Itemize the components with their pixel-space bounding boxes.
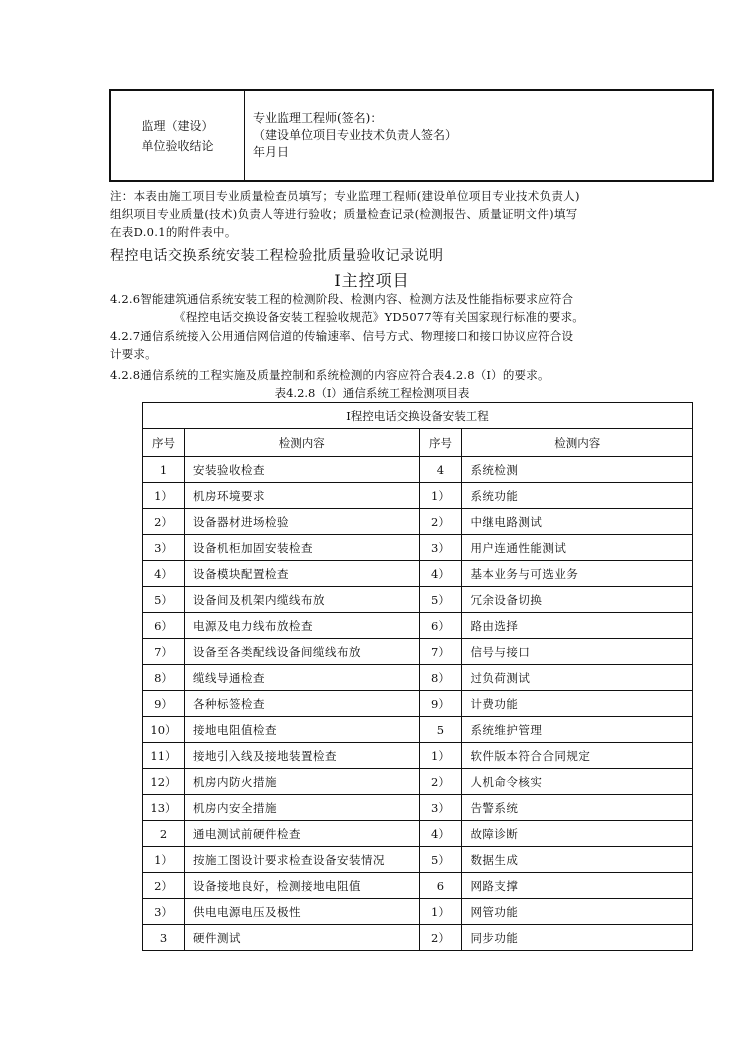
row-content-left: 设备器材进场检验: [184, 509, 419, 535]
column-header-content: 检测内容: [184, 429, 419, 457]
row-seq-left: 3）: [143, 899, 185, 925]
row-seq-left: 5）: [143, 587, 185, 613]
table-row: [143, 795, 693, 821]
note-line: 注：本表由施工项目专业质量检查员填写；专业监理工程师(建设单位项目专业技术负责人): [110, 189, 580, 203]
row-seq-left: 8）: [143, 665, 185, 691]
row-seq-left: 4）: [143, 561, 185, 587]
row-seq-right: 6: [419, 873, 462, 899]
table-body: [143, 457, 693, 951]
row-seq-left: 12）: [143, 769, 185, 795]
section-heading: Ⅰ主控项目: [334, 271, 410, 290]
column-header-content: 检测内容: [462, 429, 693, 457]
sign-off-table: [109, 89, 714, 182]
row-content-right: 冗余设备切换: [462, 587, 693, 613]
table-row: [143, 873, 693, 899]
table-caption: 表4.2.8（I）通信系统工程检测项目表: [274, 386, 470, 400]
row-content-left: 各种标签检查: [184, 691, 419, 717]
row-seq-right: 5: [419, 717, 462, 743]
paragraph-line: 4.2.7通信系统接入公用通信网信道的传输速率、信号方式、物理接口和接口协议应符合设: [110, 329, 574, 343]
row-seq-right: 3）: [419, 795, 462, 821]
note-line: 组织项目专业质量(技术)负责人等进行验收；质量检查记录(检测报告、质量证明文件)填写: [110, 207, 578, 221]
row-seq-left: 11）: [143, 743, 185, 769]
table-row: [143, 535, 693, 561]
row-seq-left: 2: [143, 821, 185, 847]
row-content-right: 过负荷测试: [462, 665, 693, 691]
row-seq-left: 2）: [143, 509, 185, 535]
row-content-right: 同步功能: [462, 925, 693, 951]
row-content-left: 接地引入线及接地装置检查: [184, 743, 419, 769]
row-seq-right: 5）: [419, 587, 462, 613]
sign-off-label-line1: 监理（建设）: [141, 118, 214, 133]
row-seq-left: 9）: [143, 691, 185, 717]
row-content-right: 人机命令核实: [462, 769, 693, 795]
table-row: [143, 665, 693, 691]
row-content-left: 按施工图设计要求检查设备安装情况: [184, 847, 419, 873]
row-content-left: 缆线导通检查: [184, 665, 419, 691]
row-content-left: 设备模块配置检查: [184, 561, 419, 587]
row-content-right: 系统维护管理: [462, 717, 693, 743]
row-content-right: 系统功能: [462, 483, 693, 509]
row-seq-right: 1）: [419, 743, 462, 769]
row-seq-right: 1）: [419, 899, 462, 925]
table-note: [110, 187, 650, 241]
row-seq-right: 7）: [419, 639, 462, 665]
row-seq-left: 3: [143, 925, 185, 951]
row-seq-right: 4）: [419, 821, 462, 847]
row-content-right: 数据生成: [462, 847, 693, 873]
row-content-left: 硬件测试: [184, 925, 419, 951]
note-line: 在表D.0.1的附件表中。: [110, 225, 237, 239]
table-row: [143, 613, 693, 639]
row-content-left: 通电测试前硬件检查: [184, 821, 419, 847]
supervisor-signature-line: 专业监理工程师(签名)：: [253, 111, 383, 125]
row-content-right: 路由选择: [462, 613, 693, 639]
row-content-right: 信号与接口: [462, 639, 693, 665]
row-seq-left: 7）: [143, 639, 185, 665]
row-seq-right: 4）: [419, 561, 462, 587]
row-content-left: 机房内防火措施: [184, 769, 419, 795]
row-content-right: 网管功能: [462, 899, 693, 925]
document-title: 程控电话交换系统安装工程检验批质量验收记录说明: [110, 248, 444, 264]
sign-off-label: [110, 90, 245, 181]
table-row: [143, 457, 693, 483]
row-content-left: 安装验收检查: [184, 457, 419, 483]
row-seq-right: 3）: [419, 535, 462, 561]
sign-off-label-line2: 单位验收结论: [141, 138, 214, 153]
paragraph-line: 4.2.6智能建筑通信系统安装工程的检测阶段、检测内容、检测方法及性能指标要求应符合: [110, 292, 574, 306]
row-content-left: 机房环境要求: [184, 483, 419, 509]
paragraph-line: 《程控电话交换设备安装工程验收规范》YD5077等有关国家现行标准的要求。: [174, 310, 584, 324]
table-row: [143, 691, 693, 717]
row-content-right: 网路支撑: [462, 873, 693, 899]
paragraph-4-2-6: [110, 290, 584, 326]
row-content-left: 设备接地良好，检测接地电阻值: [184, 873, 419, 899]
row-content-left: 设备间及机架内缆线布放: [184, 587, 419, 613]
row-seq-left: 1）: [143, 483, 185, 509]
table-row: [143, 821, 693, 847]
table-row: [143, 899, 693, 925]
table-row: [143, 743, 693, 769]
inspection-items-table: [142, 402, 693, 951]
row-content-right: 告警系统: [462, 795, 693, 821]
row-seq-right: 1）: [419, 483, 462, 509]
row-seq-right: 6）: [419, 613, 462, 639]
table-row: [143, 587, 693, 613]
row-content-right: 计费功能: [462, 691, 693, 717]
row-content-right: 故障诊断: [462, 821, 693, 847]
paragraph-line: 计要求。: [110, 347, 157, 361]
row-seq-left: 1: [143, 457, 185, 483]
row-content-left: 接地电阻值检查: [184, 717, 419, 743]
row-content-right: 基本业务与可选业务: [462, 561, 693, 587]
table-row: [143, 925, 693, 951]
row-content-left: 机房内安全措施: [184, 795, 419, 821]
row-seq-right: 2）: [419, 509, 462, 535]
row-seq-left: 2）: [143, 873, 185, 899]
row-seq-right: 2）: [419, 769, 462, 795]
row-seq-right: 8）: [419, 665, 462, 691]
table-title: I程控电话交换设备安装工程: [143, 403, 693, 429]
row-seq-left: 10）: [143, 717, 185, 743]
row-content-right: 软件版本符合合同规定: [462, 743, 693, 769]
row-seq-right: 9）: [419, 691, 462, 717]
row-seq-right: 4: [419, 457, 462, 483]
table-row: [143, 847, 693, 873]
table-row: [143, 509, 693, 535]
row-content-right: 用户连通性能测试: [462, 535, 693, 561]
table-row: [143, 769, 693, 795]
row-seq-left: 13）: [143, 795, 185, 821]
table-row: [143, 639, 693, 665]
row-content-right: 系统检测: [462, 457, 693, 483]
row-seq-right: 5）: [419, 847, 462, 873]
row-seq-left: 1）: [143, 847, 185, 873]
row-seq-right: 2）: [419, 925, 462, 951]
row-content-right: 中继电路测试: [462, 509, 693, 535]
row-seq-left: 6）: [143, 613, 185, 639]
paragraph-4-2-7: [110, 327, 573, 363]
column-header-seq: 序号: [419, 429, 462, 457]
paragraph-4-2-8: 4.2.8通信系统的工程实施及质量控制和系统检测的内容应符合表4.2.8（I）的要求。: [110, 368, 550, 382]
row-content-left: 设备至各类配线设备间缆线布放: [184, 639, 419, 665]
table-row: [143, 561, 693, 587]
row-content-left: 设备机柜加固安装检查: [184, 535, 419, 561]
column-header-seq: 序号: [143, 429, 185, 457]
owner-signature-line: （建设单位项目专业技术负责人签名）: [253, 128, 458, 142]
row-seq-left: 3）: [143, 535, 185, 561]
row-content-left: 供电电源电压及极性: [184, 899, 419, 925]
sign-off-content: [245, 90, 714, 181]
date-line: 年月日: [253, 145, 290, 159]
row-content-left: 电源及电力线布放检查: [184, 613, 419, 639]
table-row: [143, 717, 693, 743]
table-row: [143, 483, 693, 509]
